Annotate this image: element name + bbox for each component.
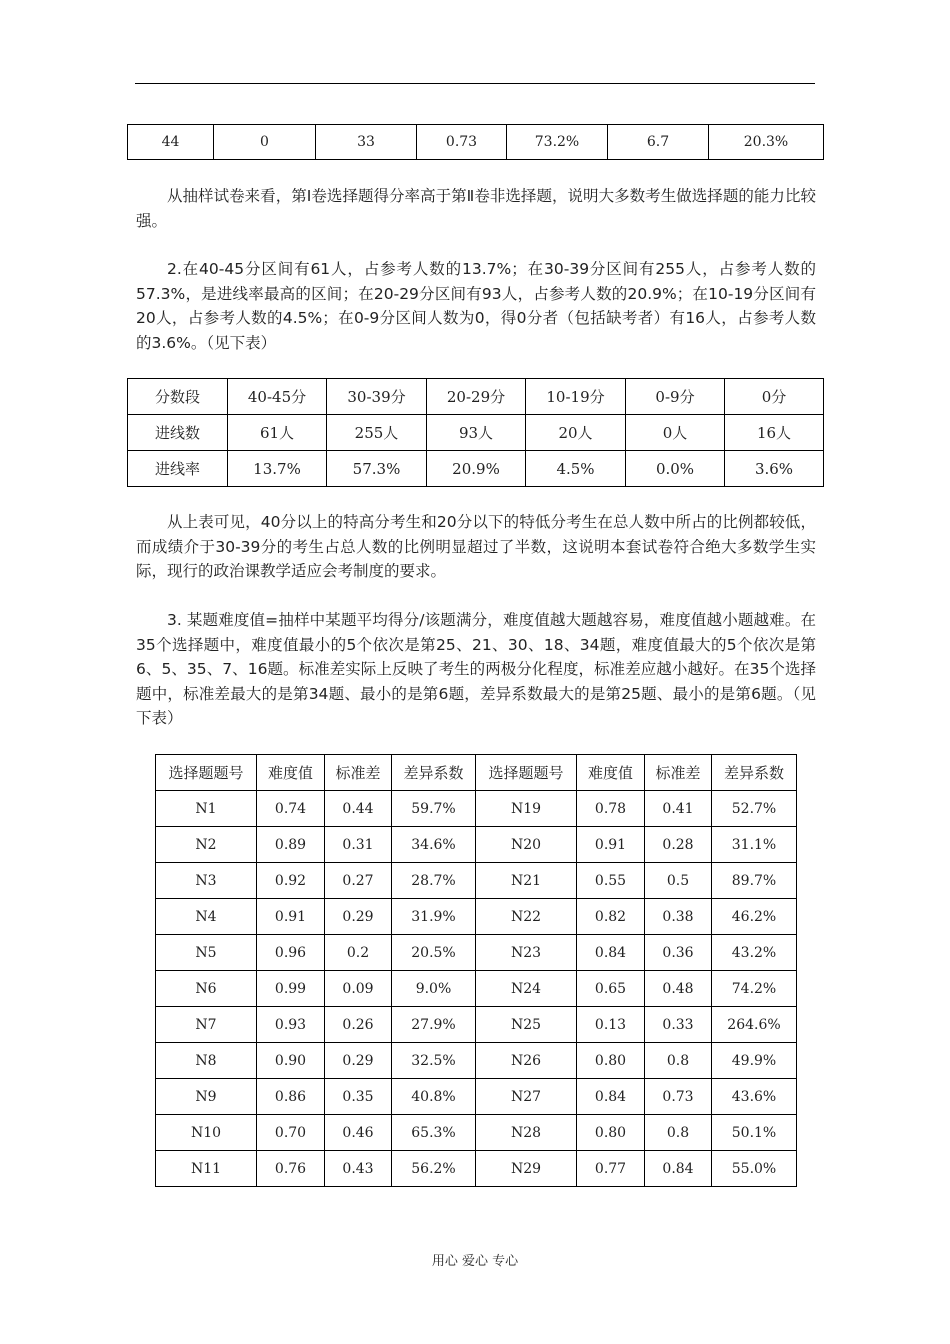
table-cell: 0.46 <box>325 1115 392 1151</box>
table-row <box>156 1115 797 1151</box>
header-rule <box>135 83 815 84</box>
table-cell: N7 <box>156 1007 257 1043</box>
table-header-cell: 选择题题号 <box>156 755 257 791</box>
table-row <box>156 791 797 827</box>
table-row <box>156 863 797 899</box>
table-cell: 0.84 <box>645 1151 712 1187</box>
table-cell: 0.91 <box>257 899 325 935</box>
table-cell: N19 <box>476 791 577 827</box>
paragraph-text: 3. 某题难度值=抽样中某题平均得分/该题满分，难度值越大题越容易，难度值越小题越难。在35个选择题中，难度值最小的5个依次是第25、21、30、18、34题，难度值最大的5个依次是第6、5、35、7、16题。标准差实际上反映了考生的两极分化程度，标准差应越小越好。在35个选择题中，标准差最大的是第34题、最小的是第6题，差异系数最大的是第25题、最小的是第6题。（见下表） <box>136 611 816 727</box>
table-cell: 4.5% <box>526 451 626 487</box>
table-cell: 55.0% <box>712 1151 797 1187</box>
table-row <box>156 935 797 971</box>
table-cell: N24 <box>476 971 577 1007</box>
table-cell: 0.70 <box>257 1115 325 1151</box>
table-cell: 0.0% <box>626 451 725 487</box>
table-cell: 255人 <box>327 415 427 451</box>
table-cell: 49.9% <box>712 1043 797 1079</box>
table-row <box>128 125 824 160</box>
table-cell: N5 <box>156 935 257 971</box>
table-header-cell: 标准差 <box>325 755 392 791</box>
table-cell: 89.7% <box>712 863 797 899</box>
table-cell: 0.31 <box>325 827 392 863</box>
table-cell: 20.9% <box>427 451 526 487</box>
table-cell: 0.26 <box>325 1007 392 1043</box>
difficulty-table <box>155 754 797 1187</box>
table-cell: 0.82 <box>577 899 645 935</box>
table-row <box>128 415 824 451</box>
table-cell: 6.7 <box>608 125 709 160</box>
table-cell: 74.2% <box>712 971 797 1007</box>
paragraph-3 <box>136 510 816 584</box>
table-cell: 27.9% <box>392 1007 476 1043</box>
table-header-row <box>156 755 797 791</box>
table-cell: 0.73 <box>417 125 507 160</box>
table-cell: 0.77 <box>577 1151 645 1187</box>
table-row <box>156 971 797 1007</box>
table-row <box>128 379 824 415</box>
table-cell: N3 <box>156 863 257 899</box>
table-cell: N25 <box>476 1007 577 1043</box>
table-cell: 0.44 <box>325 791 392 827</box>
table-header-cell: 选择题题号 <box>476 755 577 791</box>
table-cell: 50.1% <box>712 1115 797 1151</box>
table-cell: 43.2% <box>712 935 797 971</box>
table-cell: N9 <box>156 1079 257 1115</box>
table-cell: 32.5% <box>392 1043 476 1079</box>
table-cell: N4 <box>156 899 257 935</box>
table-cell: 28.7% <box>392 863 476 899</box>
table-cell: N22 <box>476 899 577 935</box>
top-stats-table <box>127 124 824 160</box>
table-row <box>156 1151 797 1187</box>
table-cell: N8 <box>156 1043 257 1079</box>
table-cell: 0.2 <box>325 935 392 971</box>
table-cell: 0 <box>214 125 316 160</box>
table-cell: 20.3% <box>709 125 824 160</box>
table-row <box>156 1079 797 1115</box>
table-cell: 0.35 <box>325 1079 392 1115</box>
table-cell: 65.3% <box>392 1115 476 1151</box>
table-cell: 0.8 <box>645 1043 712 1079</box>
table-cell: 61人 <box>228 415 327 451</box>
table-cell: 0.29 <box>325 899 392 935</box>
table-cell: 分数段 <box>128 379 228 415</box>
table-header-cell: 难度值 <box>257 755 325 791</box>
table-cell: 20人 <box>526 415 626 451</box>
table-cell: 43.6% <box>712 1079 797 1115</box>
table-cell: 30-39分 <box>327 379 427 415</box>
table-cell: 44 <box>128 125 214 160</box>
table-cell: 0人 <box>626 415 725 451</box>
table-cell: 0.5 <box>645 863 712 899</box>
table-cell: 0.89 <box>257 827 325 863</box>
page-footer: 用心 爱心 专心 <box>431 1254 519 1269</box>
table-cell: 93人 <box>427 415 526 451</box>
table-cell: 0.74 <box>257 791 325 827</box>
table-cell: 0.86 <box>257 1079 325 1115</box>
table-cell: 56.2% <box>392 1151 476 1187</box>
table-cell: 20-29分 <box>427 379 526 415</box>
paragraph-1 <box>136 184 816 233</box>
score-distribution-table <box>127 378 824 487</box>
table-cell: 31.9% <box>392 899 476 935</box>
table-cell: N6 <box>156 971 257 1007</box>
table-row <box>128 451 824 487</box>
table-cell: 0.93 <box>257 1007 325 1043</box>
table-header-cell: 难度值 <box>577 755 645 791</box>
table-cell: 31.1% <box>712 827 797 863</box>
paragraph-text: 2.在40-45分区间有61人，占参考人数的13.7%；在30-39分区间有255人，占参考人数的57.3%，是进线率最高的区间；在20-29分区间有93人，占参考人数的20.9%；在10-19分区间有20人，占参考人数的4.5%；在0-9分区间人数为0，得0分者（包括缺考者）有16人，占参考人数的3.6%。（见下表） <box>136 260 816 352</box>
table-cell: 59.7% <box>392 791 476 827</box>
table-cell: 73.2% <box>507 125 608 160</box>
table-cell: 0.76 <box>257 1151 325 1187</box>
table-cell: 57.3% <box>327 451 427 487</box>
table-cell: N29 <box>476 1151 577 1187</box>
table-cell: 0.33 <box>645 1007 712 1043</box>
table-cell: 0.28 <box>645 827 712 863</box>
table-cell: 0-9分 <box>626 379 725 415</box>
table-cell: N20 <box>476 827 577 863</box>
table-cell: N23 <box>476 935 577 971</box>
table-cell: 0.48 <box>645 971 712 1007</box>
table-cell: 0.38 <box>645 899 712 935</box>
table-cell: 0.65 <box>577 971 645 1007</box>
table-row <box>156 1043 797 1079</box>
table-cell: N28 <box>476 1115 577 1151</box>
table-cell: N2 <box>156 827 257 863</box>
table-row <box>156 899 797 935</box>
table-header-cell: 标准差 <box>645 755 712 791</box>
paragraph-text: 从上表可见，40分以上的特高分考生和20分以下的特低分考生在总人数中所占的比例都较低，而成绩介于30-39分的考生占总人数的比例明显超过了半数，这说明本套试卷符合绝大多数学生实际，现行的政治课教学适应会考制度的要求。 <box>136 513 816 580</box>
table-cell: N27 <box>476 1079 577 1115</box>
table-cell: 0.80 <box>577 1043 645 1079</box>
table-cell: 0.55 <box>577 863 645 899</box>
table-row <box>156 827 797 863</box>
table-cell: 34.6% <box>392 827 476 863</box>
table-cell: 0.27 <box>325 863 392 899</box>
table-cell: 13.7% <box>228 451 327 487</box>
table-cell: 264.6% <box>712 1007 797 1043</box>
table-cell: 0.99 <box>257 971 325 1007</box>
table-cell: 3.6% <box>725 451 824 487</box>
table-row <box>156 1007 797 1043</box>
table-cell: 0.84 <box>577 935 645 971</box>
table-cell: 进线率 <box>128 451 228 487</box>
table-cell: 52.7% <box>712 791 797 827</box>
table-cell: N26 <box>476 1043 577 1079</box>
table-cell: 0分 <box>725 379 824 415</box>
table-cell: 20.5% <box>392 935 476 971</box>
table-cell: 40.8% <box>392 1079 476 1115</box>
table-cell: 10-19分 <box>526 379 626 415</box>
table-cell: 0.92 <box>257 863 325 899</box>
table-cell: N1 <box>156 791 257 827</box>
table-cell: 40-45分 <box>228 379 327 415</box>
table-cell: 0.09 <box>325 971 392 1007</box>
table-header-cell: 差异系数 <box>712 755 797 791</box>
table-cell: 0.91 <box>577 827 645 863</box>
table-cell: 进线数 <box>128 415 228 451</box>
table-cell: 0.96 <box>257 935 325 971</box>
paragraph-4 <box>136 608 816 731</box>
table-cell: 0.78 <box>577 791 645 827</box>
table-cell: 0.84 <box>577 1079 645 1115</box>
table-cell: 0.36 <box>645 935 712 971</box>
table-cell: 46.2% <box>712 899 797 935</box>
table-cell: 33 <box>316 125 417 160</box>
paragraph-text: 从抽样试卷来看，第Ⅰ卷选择题得分率高于第Ⅱ卷非选择题，说明大多数考生做选择题的能力比较强。 <box>136 187 816 230</box>
table-cell: 0.43 <box>325 1151 392 1187</box>
table-cell: 0.80 <box>577 1115 645 1151</box>
table-cell: 0.8 <box>645 1115 712 1151</box>
table-cell: 0.13 <box>577 1007 645 1043</box>
table-cell: 9.0% <box>392 971 476 1007</box>
table-cell: N10 <box>156 1115 257 1151</box>
table-cell: 0.90 <box>257 1043 325 1079</box>
table-cell: N21 <box>476 863 577 899</box>
paragraph-2 <box>136 257 816 355</box>
table-cell: 16人 <box>725 415 824 451</box>
table-cell: N11 <box>156 1151 257 1187</box>
table-cell: 0.29 <box>325 1043 392 1079</box>
table-cell: 0.41 <box>645 791 712 827</box>
table-header-cell: 差异系数 <box>392 755 476 791</box>
table-cell: 0.73 <box>645 1079 712 1115</box>
